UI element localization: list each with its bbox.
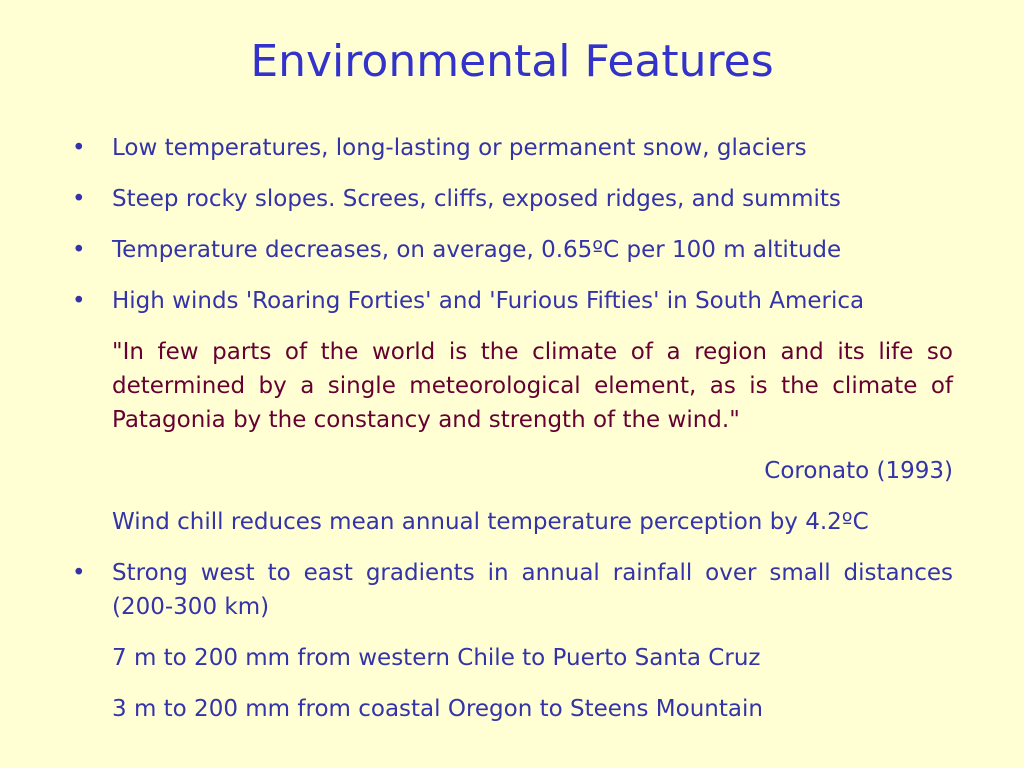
bullet-text: Temperature decreases, on average, 0.65ºC per 100 m altitude — [112, 237, 842, 263]
rainfall-example: 3 m to 200 mm from coastal Oregon to Steens Mountain — [112, 696, 763, 722]
patagonia-wind-quote: "In few parts of the world is the climate of a region and its life so determined by a single meteorological element, as is the climate of Patagonia by the constancy and strength of the wind." — [112, 339, 953, 433]
bullet-item — [72, 233, 953, 267]
bullet-item — [72, 284, 953, 318]
bullet-text: High winds 'Roaring Forties' and 'Furious Fifties' in South America — [112, 288, 865, 314]
bullet-text: Steep rocky slopes. Screes, cliffs, exposed ridges, and summits — [112, 186, 841, 212]
wind-chill-note: Wind chill reduces mean annual temperature perception by 4.2ºC — [112, 509, 869, 535]
quote-citation: Coronato (1993) — [764, 458, 953, 484]
rainfall-example: 7 m to 200 mm from western Chile to Puerto Santa Cruz — [112, 645, 761, 671]
slide-title: Environmental Features — [250, 36, 774, 87]
bullet-icon: • — [72, 288, 86, 314]
slide-body — [72, 131, 953, 743]
bullet-item — [72, 131, 953, 165]
bullet-item — [72, 556, 953, 624]
bullet-icon: • — [72, 186, 86, 212]
bullet-icon: • — [72, 560, 86, 586]
bullet-icon: • — [72, 135, 86, 161]
bullet-icon: • — [72, 237, 86, 263]
bullet-item — [72, 182, 953, 216]
bullet-text: Strong west to east gradients in annual rainfall over small distances (200-300 km) — [112, 560, 953, 620]
bullet-text: Low temperatures, long-lasting or permanent snow, glaciers — [112, 135, 807, 161]
